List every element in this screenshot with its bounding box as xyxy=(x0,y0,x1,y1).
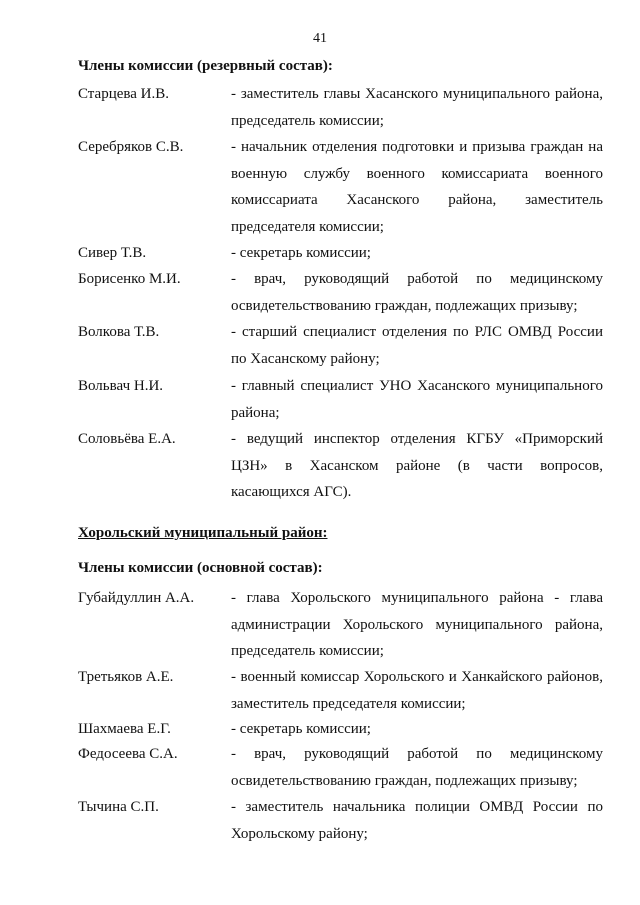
member-name: Борисенко М.И. xyxy=(78,271,181,287)
member-role: - глава Хорольского муниципального района - глава администрации Хорольского муниципального района, председатель комиссии; xyxy=(231,590,603,659)
member-name: Третьяков А.Е. xyxy=(78,669,174,685)
member-role: - заместитель начальника полиции ОМВД России по Хорольскому району; xyxy=(231,799,603,842)
member-role: - секретарь комиссии; xyxy=(231,245,371,261)
member-name: Сивер Т.В. xyxy=(78,245,147,261)
member-name: Серебряков С.В. xyxy=(78,139,184,155)
member-name: Федосеева С.А. xyxy=(78,746,178,762)
reserve-members-heading: Члены комиссии (резервный состав): xyxy=(78,58,333,74)
page-number: 41 xyxy=(313,31,327,46)
district-heading: Хорольский муниципальный район: xyxy=(78,525,328,541)
member-name: Соловьёва Е.А. xyxy=(78,431,176,447)
member-name: Волкова Т.В. xyxy=(78,324,160,340)
member-role: - ведущий инспектор отделения КГБУ «Приморский ЦЗН» в Хасанском районе (в части вопросов, касающихся АГС). xyxy=(231,431,603,500)
member-role: - врач, руководящий работой по медицинскому освидетельствованию граждан, подлежащих призыву; xyxy=(231,746,603,789)
member-role: - заместитель главы Хасанского муниципального района, председатель комиссии; xyxy=(231,86,603,129)
member-role: - главный специалист УНО Хасанского муниципального района; xyxy=(231,378,603,421)
member-role: - секретарь комиссии; xyxy=(231,721,371,737)
member-role: - начальник отделения подготовки и призыва граждан на военную службу военного комиссариата военного комиссариата Хасанского района, заместитель председателя комиссии; xyxy=(231,139,603,235)
member-name: Вольвач Н.И. xyxy=(78,378,164,394)
member-name: Старцева И.В. xyxy=(78,86,170,102)
member-role: - старший специалист отделения по РЛС ОМВД России по Хасанскому району; xyxy=(231,324,603,367)
main-members-heading: Члены комиссии (основной состав): xyxy=(78,560,323,576)
member-role: - врач, руководящий работой по медицинскому освидетельствованию граждан, подлежащих призыву; xyxy=(231,271,603,314)
member-role: - военный комиссар Хорольского и Ханкайского районов, заместитель председателя комиссии; xyxy=(231,669,603,712)
member-name: Тычина С.П. xyxy=(78,799,159,815)
member-name: Губайдуллин А.А. xyxy=(78,590,195,606)
member-name: Шахмаева Е.Г. xyxy=(78,721,171,737)
